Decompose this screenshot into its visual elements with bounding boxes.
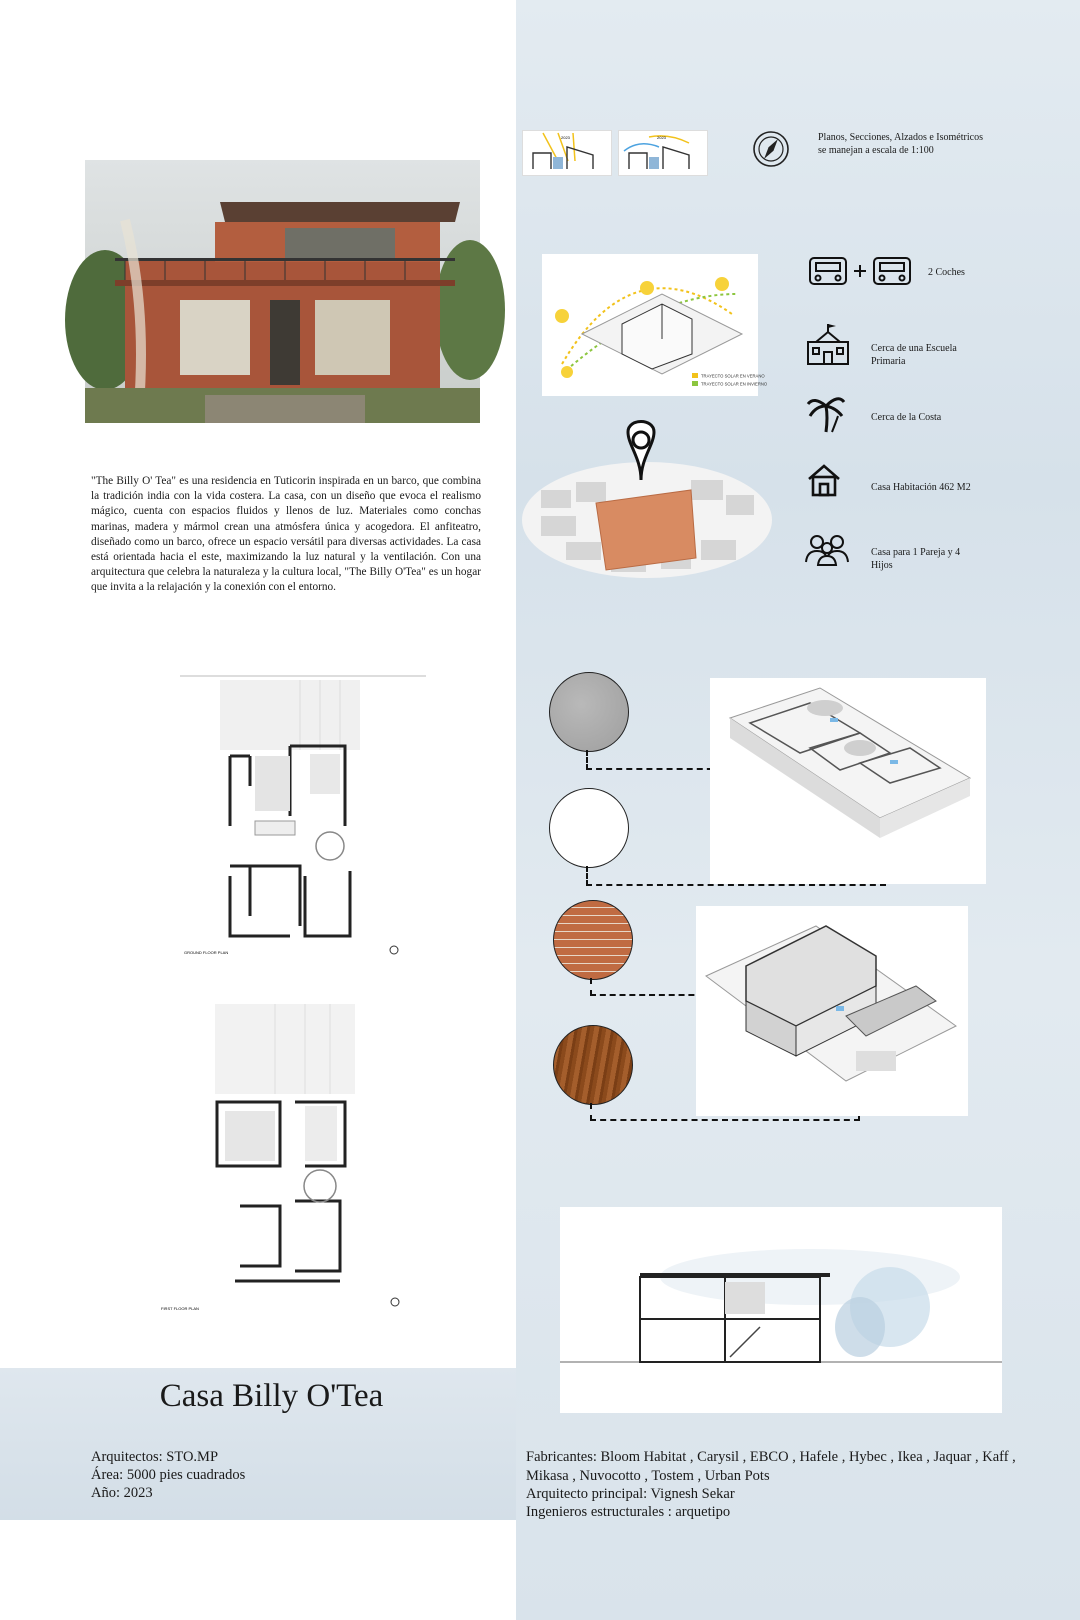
scale-note: Planos, Secciones, Alzados e Isométricos se manejan a escala de 1:100	[818, 132, 983, 156]
structural-engineers: Ingenieros estructurales : arquetipo	[526, 1504, 731, 1520]
project-description: "The Billy O' Tea" es una residencia en Tuticorin inspirada en un barco, que combina la tradición india con la vida costera. La casa, con un diseño que evoca el realismo mágico, cuenta con espacios fluidos y llenos de luz. Materiales como conchas marinas, madera y mármol crean una atmósfera única y acogedora. El anfiteatro, diseñado como un barco, ofrece un espacio versátil para diversas actividades. La casa está orientada hacia el este, maximizando la luz natural y la ventilación. Con una arquitectura que celebra la naturaleza y la cultura local, "The Billy O'Tea" es un hogar que invita a la relajación y la conexión con el entorno.	[91, 475, 481, 594]
architects: Arquitectos: STO.MP	[91, 1449, 219, 1465]
material-swatch-concrete	[549, 672, 629, 752]
feature-label-house: Casa Habitación 462 M2	[871, 482, 971, 493]
thumb-label-2: 2023	[657, 135, 666, 140]
manufacturers: Fabricantes: Bloom Habitat , Carysil , EBCO , Hafele , Hybec , Ikea , Jaquar , Kaff , Mikasa , Nuvocotto , Tostem , Urban Pots	[526, 1449, 1016, 1484]
project-title: Casa Billy O'Tea	[159, 1378, 384, 1414]
feature-label-cars: 2 Coches	[928, 267, 965, 278]
first-plan-label: FIRST FLOOR PLAN	[161, 1306, 199, 1311]
sun-legend-summer: TRAYECTO SOLAR EN VERANO	[701, 373, 765, 379]
compass-icon	[752, 130, 790, 168]
feature-label-family: Casa para 1 Pareja y 4 Hijos	[871, 547, 961, 571]
two-cars-icon	[808, 256, 912, 290]
year: Año: 2023	[91, 1485, 153, 1501]
family-icon	[804, 534, 850, 566]
sun-path-diagram	[542, 254, 768, 396]
feature-label-school: Cerca de una Escuela Primaria	[871, 343, 957, 367]
palm-tree-icon	[806, 392, 846, 434]
axonometric-first	[696, 906, 968, 1116]
thumb-label-1: 2023	[561, 135, 570, 140]
house-photo	[85, 160, 480, 423]
material-swatch-white	[549, 788, 629, 868]
material-swatch-brick	[553, 900, 633, 980]
location-map	[521, 420, 773, 580]
feature-label-coast: Cerca de la Costa	[871, 412, 942, 423]
ground-floor-plan	[180, 676, 426, 960]
material-swatch-wood	[553, 1025, 633, 1105]
ground-plan-label: GROUND FLOOR PLAN	[184, 950, 229, 955]
axonometric-ground	[710, 678, 986, 884]
sun-study-thumb-1	[522, 130, 612, 176]
building-section	[560, 1207, 1002, 1413]
sun-legend-winter: TRAYECTO SOLAR EN INVIERNO	[701, 381, 768, 387]
first-floor-plan	[155, 996, 425, 1316]
sun-study-thumb-2	[618, 130, 708, 176]
area: Área: 5000 pies cuadrados	[91, 1467, 246, 1483]
school-icon	[806, 322, 850, 366]
house-icon	[806, 462, 842, 498]
lead-architect: Arquitecto principal: Vignesh Sekar	[526, 1486, 735, 1502]
